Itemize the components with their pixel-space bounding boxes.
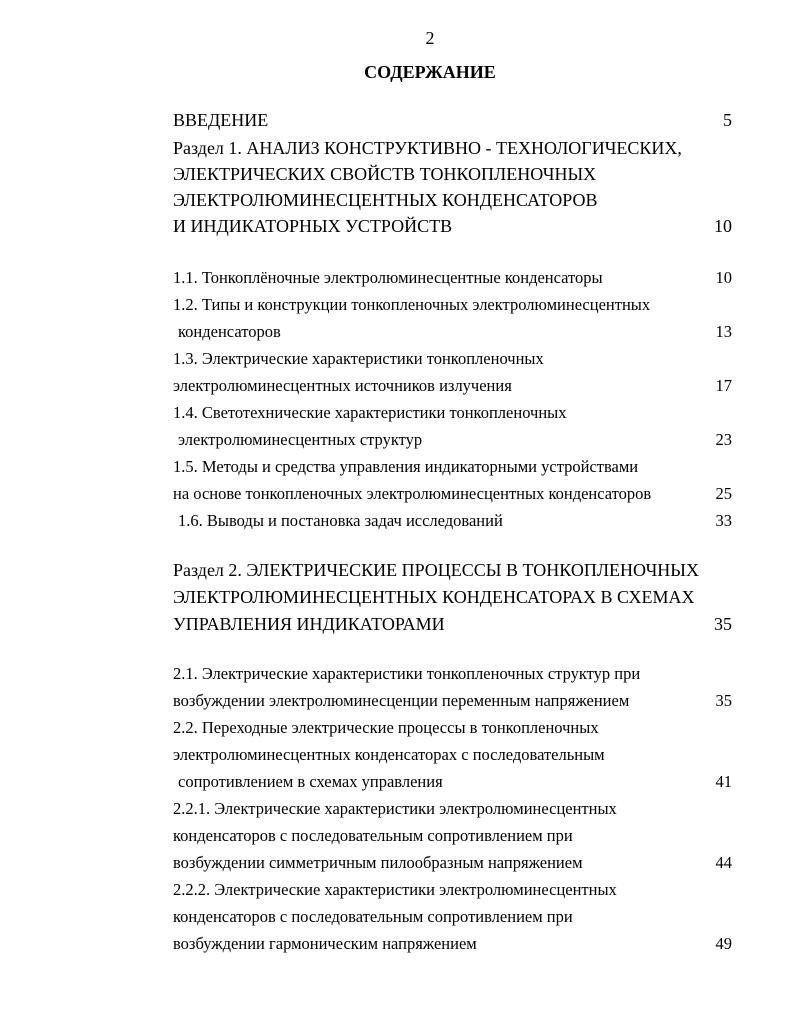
toc-line: 1.6. Выводы и постановка задач исследований bbox=[178, 511, 503, 530]
toc-line: 2.2. Переходные электрические процессы в тонкопленочных bbox=[173, 718, 599, 737]
toc-page-number: 10 bbox=[715, 268, 732, 287]
toc-page-number: 35 bbox=[714, 614, 732, 634]
toc-page-number: 10 bbox=[714, 216, 732, 236]
toc-line: 1.2. Типы и конструкции тонкопленочных электролюминесцентных bbox=[173, 295, 651, 314]
toc-page-number: 41 bbox=[715, 772, 732, 791]
toc-line: 2.2.2. Электрические характеристики электролюминесцентных bbox=[173, 880, 617, 899]
toc-line: ВВЕДЕНИЕ bbox=[173, 110, 269, 130]
toc-line: УПРАВЛЕНИЯ ИНДИКАТОРАМИ bbox=[173, 614, 445, 634]
toc-line: И ИНДИКАТОРНЫХ УСТРОЙСТВ bbox=[173, 216, 453, 236]
toc-line: 1.1. Тонкоплёночные электролюминесцентные конденсаторы bbox=[173, 268, 603, 287]
toc-line: 2.1. Электрические характеристики тонкопленочных структур при bbox=[173, 664, 641, 683]
toc-page-number: 49 bbox=[715, 934, 732, 953]
toc-line: ЭЛЕКТРОЛЮМИНЕСЦЕНТНЫХ КОНДЕНСАТОРОВ bbox=[173, 190, 598, 210]
toc-page-number: 5 bbox=[723, 110, 732, 130]
toc-page-number: 44 bbox=[715, 853, 732, 872]
page-number: 2 bbox=[425, 28, 435, 48]
toc-page-number: 33 bbox=[715, 511, 732, 530]
toc-page-number: 13 bbox=[715, 322, 732, 341]
toc-line: возбуждении симметричным пилообразным напряжением bbox=[173, 853, 583, 872]
toc-line: 2.2.1. Электрические характеристики электролюминесцентных bbox=[173, 799, 617, 818]
toc-line: 1.5. Методы и средства управления индикаторными устройствами bbox=[173, 457, 639, 476]
toc-line: возбуждении электролюминесценции переменным напряжением bbox=[173, 691, 630, 710]
toc-line: конденсаторов с последовательным сопротивлением при bbox=[173, 907, 573, 926]
toc-line: возбуждении гармоническим напряжением bbox=[173, 934, 477, 953]
toc-line: Раздел 1. АНАЛИЗ КОНСТРУКТИВНО - ТЕХНОЛОГИЧЕСКИХ, bbox=[173, 138, 682, 158]
toc-title: СОДЕРЖАНИЕ bbox=[364, 62, 496, 82]
toc-line: 1.4. Светотехнические характеристики тонкопленочных bbox=[173, 403, 567, 422]
toc-line: конденсаторов с последовательным сопротивлением при bbox=[173, 826, 573, 845]
toc-line: электролюминесцентных структур bbox=[178, 430, 423, 449]
toc-page-number: 17 bbox=[715, 376, 732, 395]
toc-line: ЭЛЕКТРИЧЕСКИХ СВОЙСТВ ТОНКОПЛЕНОЧНЫХ bbox=[173, 164, 597, 184]
toc-line: электролюминесцентных источников излучения bbox=[173, 376, 512, 395]
toc-line: Раздел 2. ЭЛЕКТРИЧЕСКИЕ ПРОЦЕССЫ В ТОНКОПЛЕНОЧНЫХ bbox=[173, 560, 699, 580]
toc-page-number: 35 bbox=[715, 691, 732, 710]
toc-line: 1.3. Электрические характеристики тонкопленочных bbox=[173, 349, 544, 368]
toc-line: электролюминесцентных конденсаторах с последовательным bbox=[173, 745, 605, 764]
toc-line: ЭЛЕКТРОЛЮМИНЕСЦЕНТНЫХ КОНДЕНСАТОРАХ В СХЕМАХ bbox=[173, 587, 695, 607]
toc-line: конденсаторов bbox=[178, 322, 281, 341]
toc-line: сопротивлением в схемах управления bbox=[178, 772, 443, 791]
toc-page-number: 25 bbox=[715, 484, 732, 503]
toc-line: на основе тонкопленочных электролюминесцентных конденсаторов bbox=[173, 484, 652, 503]
toc-page-number: 23 bbox=[715, 430, 732, 449]
